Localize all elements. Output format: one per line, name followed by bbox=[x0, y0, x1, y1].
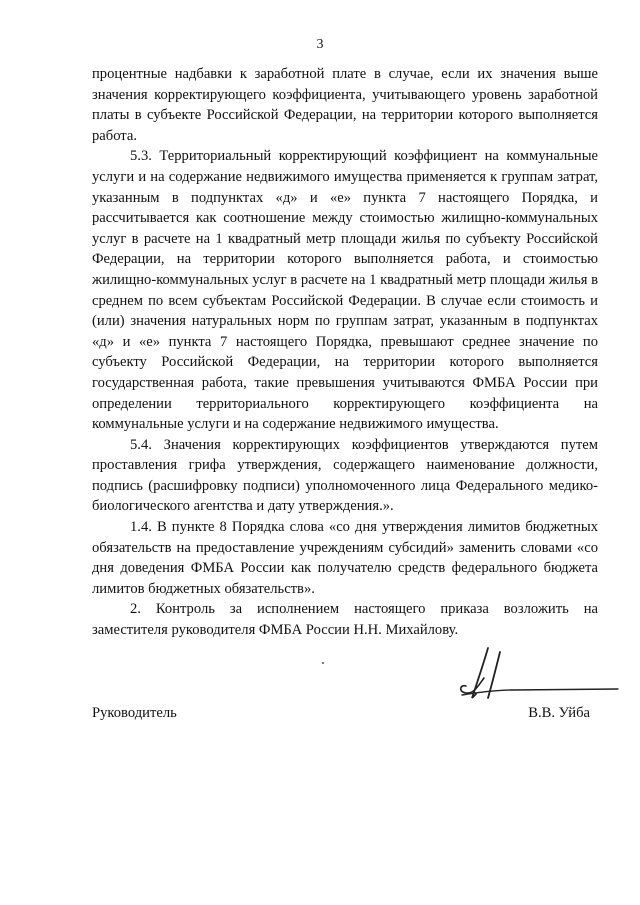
paragraph-2: 2. Контроль за исполнением настоящего приказа возложить на заместителя руководителя ФМБА России Н.Н. Михайлову. bbox=[92, 601, 598, 639]
page-number: 3 bbox=[316, 37, 324, 52]
paragraph-5-3: 5.3. Территориальный корректирующий коэффициент на коммунальные услуги и на содержание недвижимого имущества применяется к группам затрат, указанным в подпунктах «д» и «е» пункта 7 настоящего Порядка, и рассчитывается как соотношение между стоимостью жилищно-коммунальных услуг в расчете на 1 квадратный метр площади жилья по субъекту Российской Федерации, на территории которого выполняется работа, и стоимостью жилищно-коммунальных услуг в расчете на 1 квадратный метр площади жилья в среднем по всем субъектам Российской Федерации. В случае если стоимость и (или) значения натуральных норм по группам затрат, указанным в подпунктах «д» и «е» пункта 7 настоящего Порядка, превышают среднее значение по субъекту Российской Федерации, на территории которого выполняется государственная работа, такие превышения учитываются ФМБА России при определении территориального корректирующего коэффициента на коммунальные услуги и на содержание недвижимого имущества. bbox=[92, 148, 598, 433]
signature-drawing bbox=[440, 640, 630, 710]
paragraph-continuation: процентные надбавки к заработной плате в случае, если их значения выше значения корректирующего коэффициента, учитывающего уровень заработной платы в субъекте Российской Федерации, на территории которого выполняется работа. bbox=[92, 66, 598, 144]
signer-name: В.В. Уйба bbox=[528, 705, 590, 721]
scan-speck bbox=[322, 662, 324, 664]
document-body bbox=[92, 64, 598, 641]
paragraph-1-4: 1.4. В пункте 8 Порядка слова «со дня утверждения лимитов бюджетных обязательств на предоставление учреждениям субсидий» заменить словами «со дня доведения ФМБА России как получателю средств федерального бюджета лимитов бюджетных обязательств». bbox=[92, 519, 598, 597]
paragraph-5-4: 5.4. Значения корректирующих коэффициентов утверждаются путем проставления грифа утверждения, содержащего наименование должности, подпись (расшифровку подписи) уполномоченного лица Федерального медико-биологического агентства и дату утверждения.». bbox=[92, 436, 598, 515]
handwritten-signature bbox=[440, 640, 630, 710]
signer-title: Руководитель bbox=[92, 705, 177, 721]
